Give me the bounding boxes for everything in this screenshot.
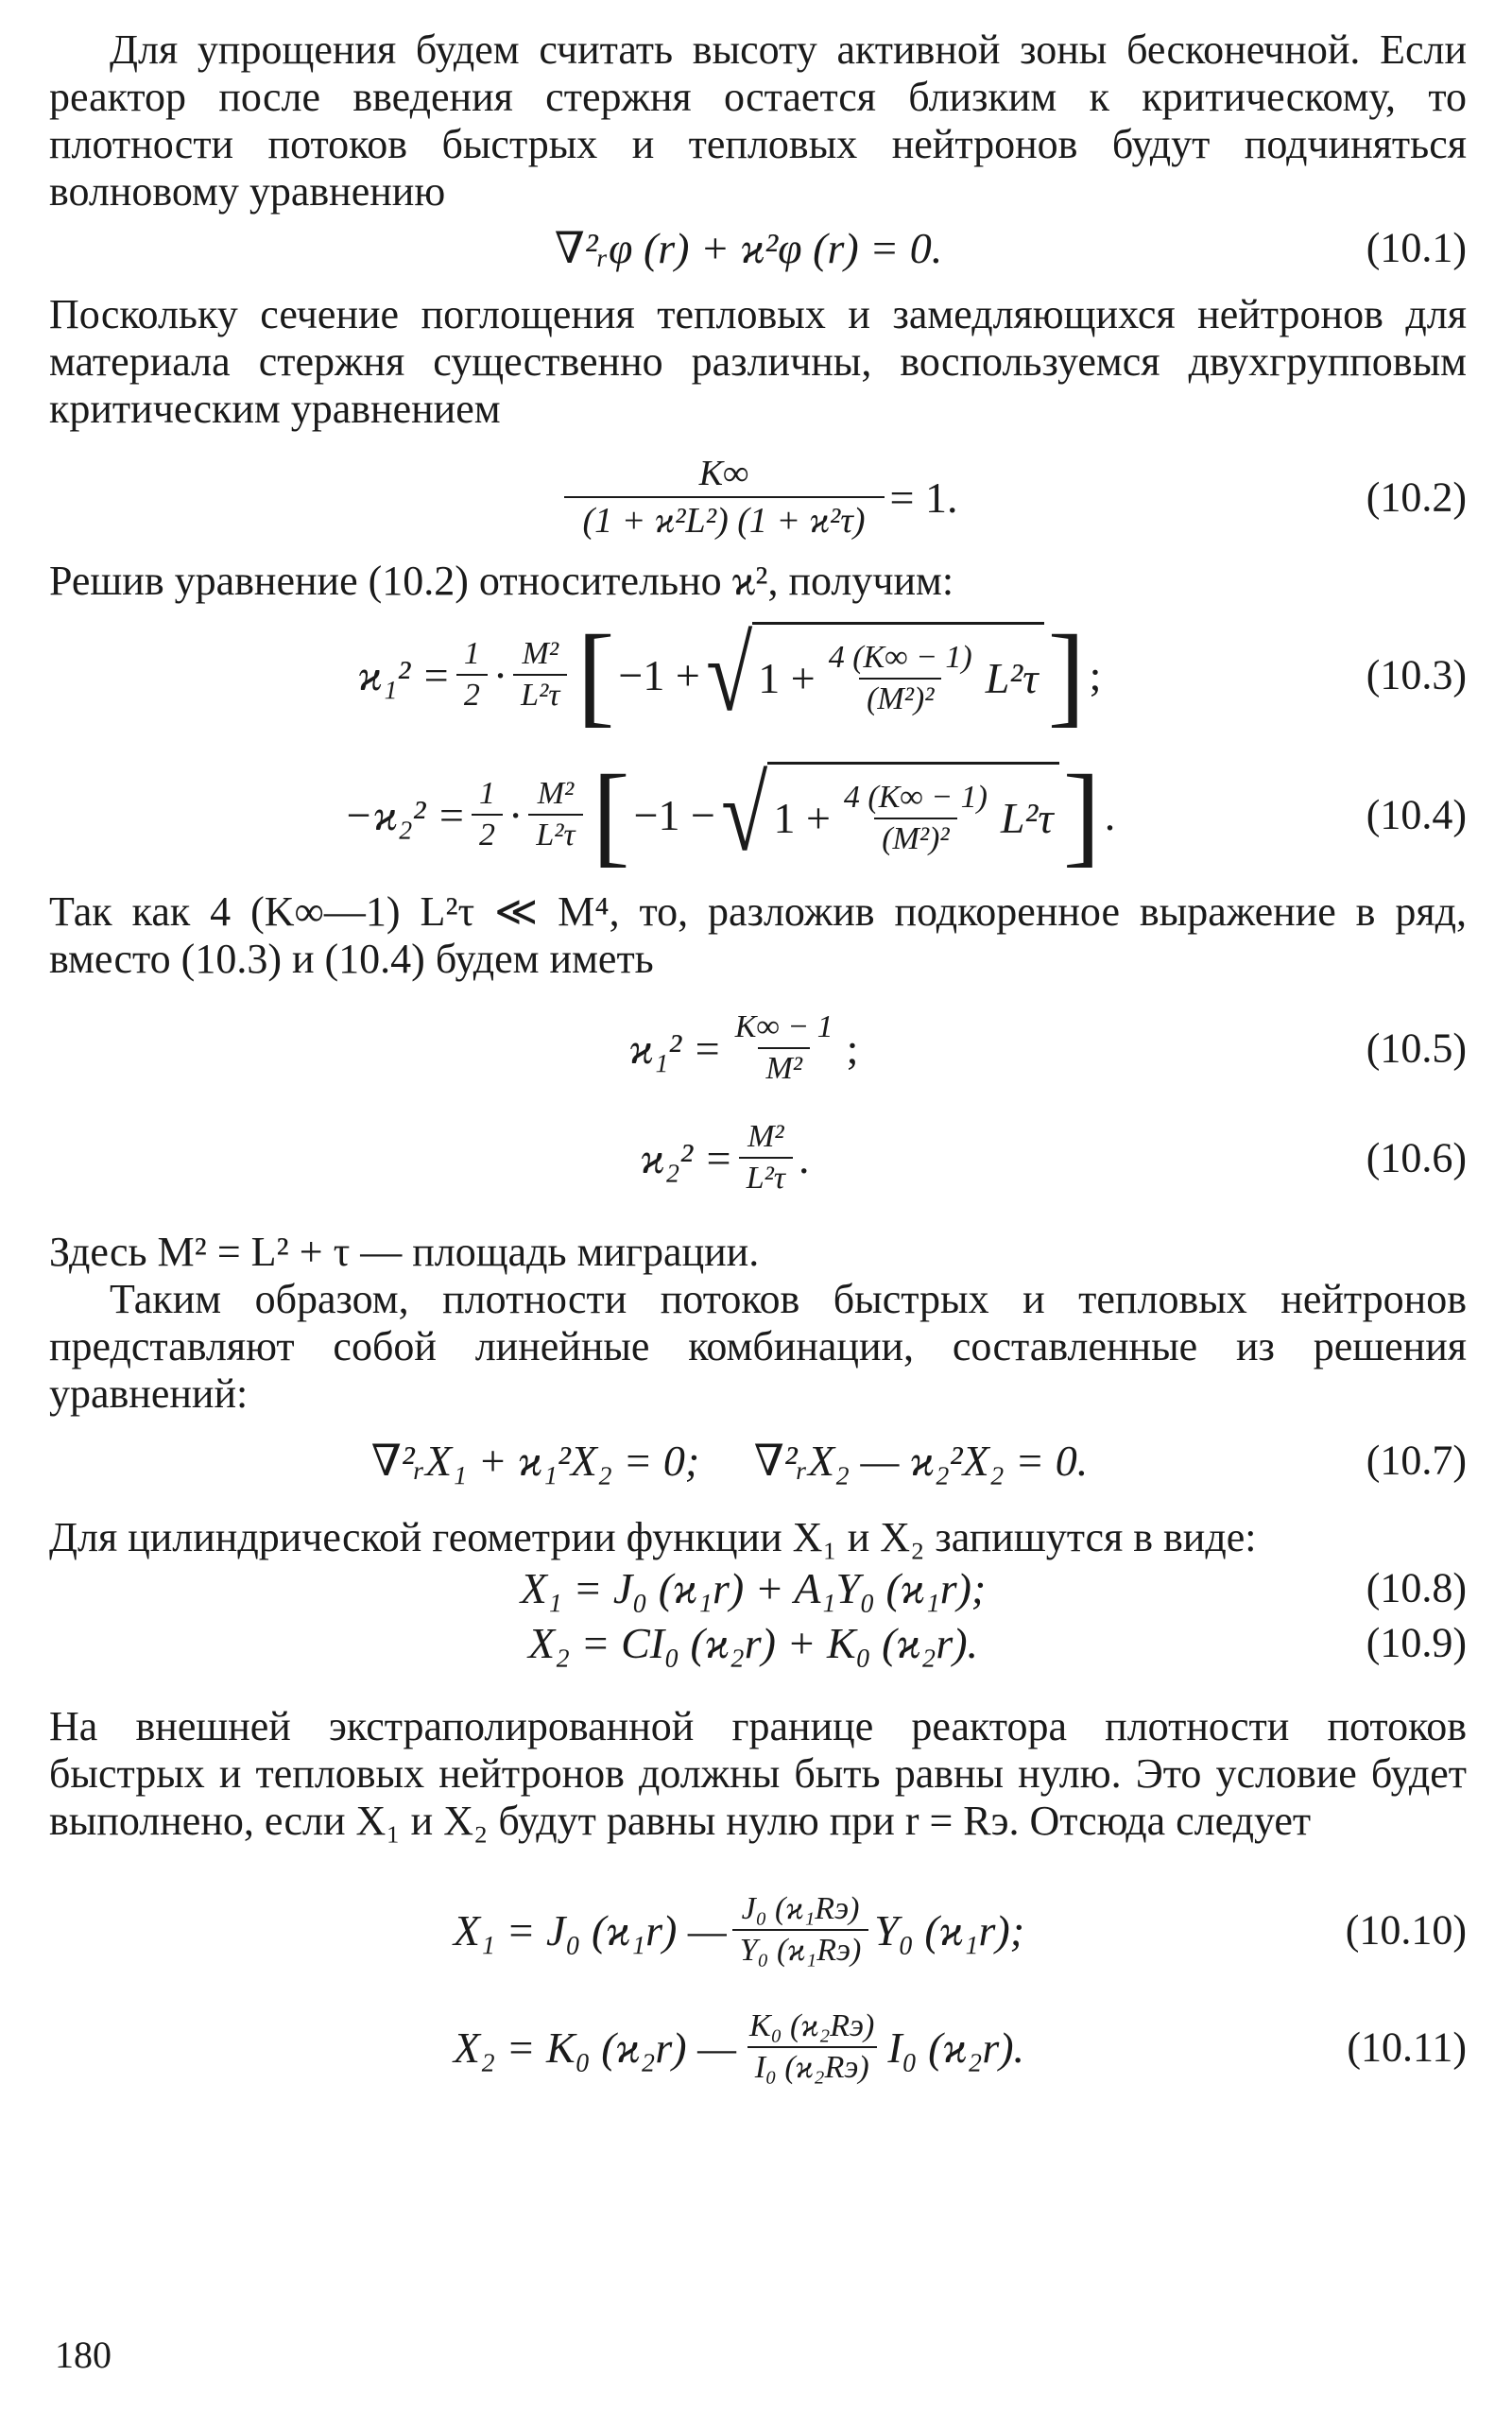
- paragraph-4: Так как 4 (K∞—1) L²τ ≪ M⁴, то, разложив подкоренное выражение в ряд, вместо (10.3) и (10.4) будем иметь: [49, 888, 1467, 982]
- paragraph-6: Таким образом, плотности потоков быстрых и тепловых нейтронов представляют собой линейные комбинации, составленные из решения уравнений:: [49, 1276, 1467, 1417]
- equation-10-9-body: X₂ = CI₀ (ϰ₂r) + K₀ (ϰ₂r).: [527, 1618, 979, 1667]
- fraction-10-11-denominator: I₀ (ϰ₂Rэ): [747, 2046, 877, 2086]
- dot-operator: ·: [492, 650, 508, 699]
- equation-10-7-body: ∇²ᵣX₁ + ϰ₁²X₂ = 0; ∇²ᵣX₂ — ϰ₂²X₂ = 0.: [370, 1437, 1089, 1485]
- paragraph-7: Для цилиндрической геометрии функции X₁ и X₂ запишутся в виде:: [49, 1514, 1257, 1560]
- page-number: 180: [55, 2334, 112, 2376]
- fraction-10-2-numerator: K∞: [698, 454, 749, 493]
- radicand-tail: L²τ: [1000, 794, 1054, 842]
- equation-10-6: [49, 1106, 1467, 1210]
- fraction-10-6-denominator: L²τ: [739, 1157, 793, 1197]
- equation-10-7: [49, 1427, 1467, 1493]
- radical-sign: √: [721, 756, 768, 873]
- paragraph-1: Для упрощения будем считать высоту активной зоны бесконечной. Если реактор после введения стержня остается близким к критическому, то плотности потоков быстрых и тепловых нейтронов будут подчиняться волновому уравнению: [49, 26, 1467, 215]
- equation-number-10-3: (10.3): [1366, 651, 1467, 698]
- equation-10-9: [49, 1616, 1467, 1669]
- equation-10-1-body: ∇²ᵣφ (r) + ϰ²φ (r) = 0.: [554, 224, 943, 272]
- fraction-10-6: [739, 1119, 793, 1197]
- dot-operator: ·: [508, 790, 524, 839]
- equation-10-8: [49, 1561, 1467, 1614]
- equation-number-10-8: (10.8): [1366, 1564, 1467, 1611]
- equation-10-3: [49, 609, 1467, 741]
- radicand-fraction-denominator: (M²)²: [859, 678, 941, 717]
- fraction-m-denominator: L²τ: [528, 814, 582, 853]
- equation-10-11-tail: I₀ (ϰ₂r).: [887, 2023, 1025, 2072]
- equation-number-10-2: (10.2): [1366, 474, 1467, 521]
- fraction-10-5: [728, 1009, 841, 1087]
- fraction-one-half-denominator: 2: [456, 674, 488, 714]
- equation-10-10: [49, 1877, 1467, 1983]
- equation-number-10-1: (10.1): [1366, 224, 1467, 271]
- equation-10-6-body: [641, 1119, 810, 1197]
- equation-10-4-body: [343, 751, 1116, 877]
- square-root: [700, 616, 1044, 733]
- equation-number-10-4: (10.4): [1366, 791, 1467, 838]
- radicand-one: 1 +: [773, 794, 831, 842]
- equation-number-10-5: (10.5): [1366, 1025, 1467, 1072]
- fraction-10-6-numerator: M²: [747, 1119, 784, 1154]
- equation-10-3-pre: −1 +: [618, 650, 700, 699]
- page-body: [49, 26, 1467, 2100]
- equation-10-5-lhs: ϰ₁² =: [628, 1024, 722, 1073]
- square-root: [715, 756, 1059, 873]
- radicand: [752, 622, 1043, 728]
- fraction-10-5-numerator: K∞ − 1: [734, 1009, 833, 1044]
- fraction-one-half-numerator: 1: [463, 636, 480, 671]
- fraction-10-11-numerator: K₀ (ϰ₂Rэ): [749, 2008, 875, 2043]
- right-bracket: ]: [1047, 611, 1086, 737]
- equation-10-2-body: [558, 453, 958, 542]
- right-bracket: ]: [1062, 751, 1101, 877]
- radicand-fraction-denominator: (M²)²: [874, 818, 956, 857]
- equation-10-6-lhs: ϰ₂² =: [640, 1133, 733, 1182]
- fraction-m-numerator: M²: [522, 636, 559, 671]
- paragraph-8: На внешней экстраполированной границе реактора плотности потоков быстрых и тепловых нейтронов должны быть равны нулю. Это условие будет выполнено, если X₁ и X₂ будут равны нулю при r = Rэ. Отсюда следует: [49, 1703, 1467, 1844]
- radicand-fraction-numerator: 4 (K∞ − 1): [828, 639, 972, 675]
- left-bracket: [: [592, 751, 630, 877]
- fraction-m-denominator: L²τ: [513, 674, 567, 714]
- radicand-tail: L²τ: [985, 654, 1039, 702]
- fraction-10-2-denominator: (1 + ϰ²L²) (1 + ϰ²τ): [564, 496, 885, 542]
- equation-10-6-end: .: [798, 1133, 810, 1182]
- equation-10-10-tail: Y₀ (ϰ₁r);: [874, 1905, 1025, 1955]
- equation-10-4-end: .: [1104, 790, 1116, 839]
- paragraph-3: Решив уравнение (10.2) относительно ϰ², получим:: [49, 558, 954, 604]
- fraction-10-2: [564, 453, 885, 542]
- equation-10-3-body: [357, 611, 1102, 737]
- left-bracket: [: [576, 611, 615, 737]
- paragraph-5: Здесь M² = L² + τ — площадь миграции.: [49, 1229, 760, 1275]
- equation-number-10-6: (10.6): [1366, 1134, 1467, 1181]
- fraction-one-half: [456, 636, 488, 714]
- fraction-m-over-l: [513, 636, 567, 714]
- equation-number-10-9: (10.9): [1366, 1619, 1467, 1666]
- fraction-10-5-denominator: M²: [758, 1047, 810, 1087]
- fraction-10-10-numerator: J₀ (ϰ₁Rэ): [741, 1891, 860, 1926]
- equation-10-8-body: X₁ = J₀ (ϰ₁r) + A₁Y₀ (ϰ₁r);: [520, 1563, 987, 1612]
- fraction-one-half: [472, 776, 503, 853]
- equation-10-4-pre: −1 −: [633, 790, 715, 839]
- radicand-fraction: [821, 640, 980, 717]
- fraction-m-over-l: [528, 776, 582, 853]
- equation-10-11-lhs: X₂ = K₀ (ϰ₂r) —: [453, 2023, 737, 2072]
- radicand-one: 1 +: [758, 654, 816, 702]
- equation-number-10-11: (10.11): [1347, 2024, 1467, 2071]
- equation-10-5: [49, 996, 1467, 1100]
- radicand-fraction-numerator: 4 (K∞ − 1): [843, 779, 988, 815]
- fraction-10-10-denominator: Y₀ (ϰ₁Rэ): [732, 1929, 869, 1969]
- fraction-10-11: [742, 2008, 882, 2086]
- radicand-fraction: [836, 780, 995, 857]
- fraction-one-half-numerator: 1: [479, 776, 495, 811]
- equation-10-2: [49, 444, 1467, 550]
- radicand: [767, 762, 1058, 868]
- radical-sign: √: [705, 616, 753, 733]
- fraction-10-10: [732, 1891, 869, 1969]
- equation-10-11: [49, 1994, 1467, 2100]
- equation-10-4: [49, 750, 1467, 879]
- equation-10-3-end: ;: [1089, 650, 1102, 699]
- equation-10-4-lhs: −ϰ₂² =: [343, 790, 466, 839]
- equation-number-10-7: (10.7): [1366, 1437, 1467, 1484]
- equation-number-10-10: (10.10): [1345, 1906, 1467, 1954]
- equation-10-5-body: [629, 1009, 859, 1087]
- equation-10-3-lhs: ϰ₁² =: [357, 650, 451, 699]
- equation-10-11-body: [454, 2008, 1024, 2086]
- equation-10-10-body: [454, 1891, 1024, 1969]
- equation-10-5-end: ;: [846, 1024, 859, 1073]
- fraction-one-half-denominator: 2: [472, 814, 503, 853]
- paragraph-2: Поскольку сечение поглощения тепловых и замедляющихся нейтронов для материала стержня существенно различны, воспользуемся двухгрупповым критическим уравнением: [49, 291, 1467, 432]
- equation-10-1: [49, 217, 1467, 278]
- fraction-m-numerator: M²: [537, 776, 575, 811]
- equation-10-2-rhs: = 1.: [889, 473, 958, 522]
- equation-10-10-lhs: X₁ = J₀ (ϰ₁r) —: [453, 1905, 727, 1955]
